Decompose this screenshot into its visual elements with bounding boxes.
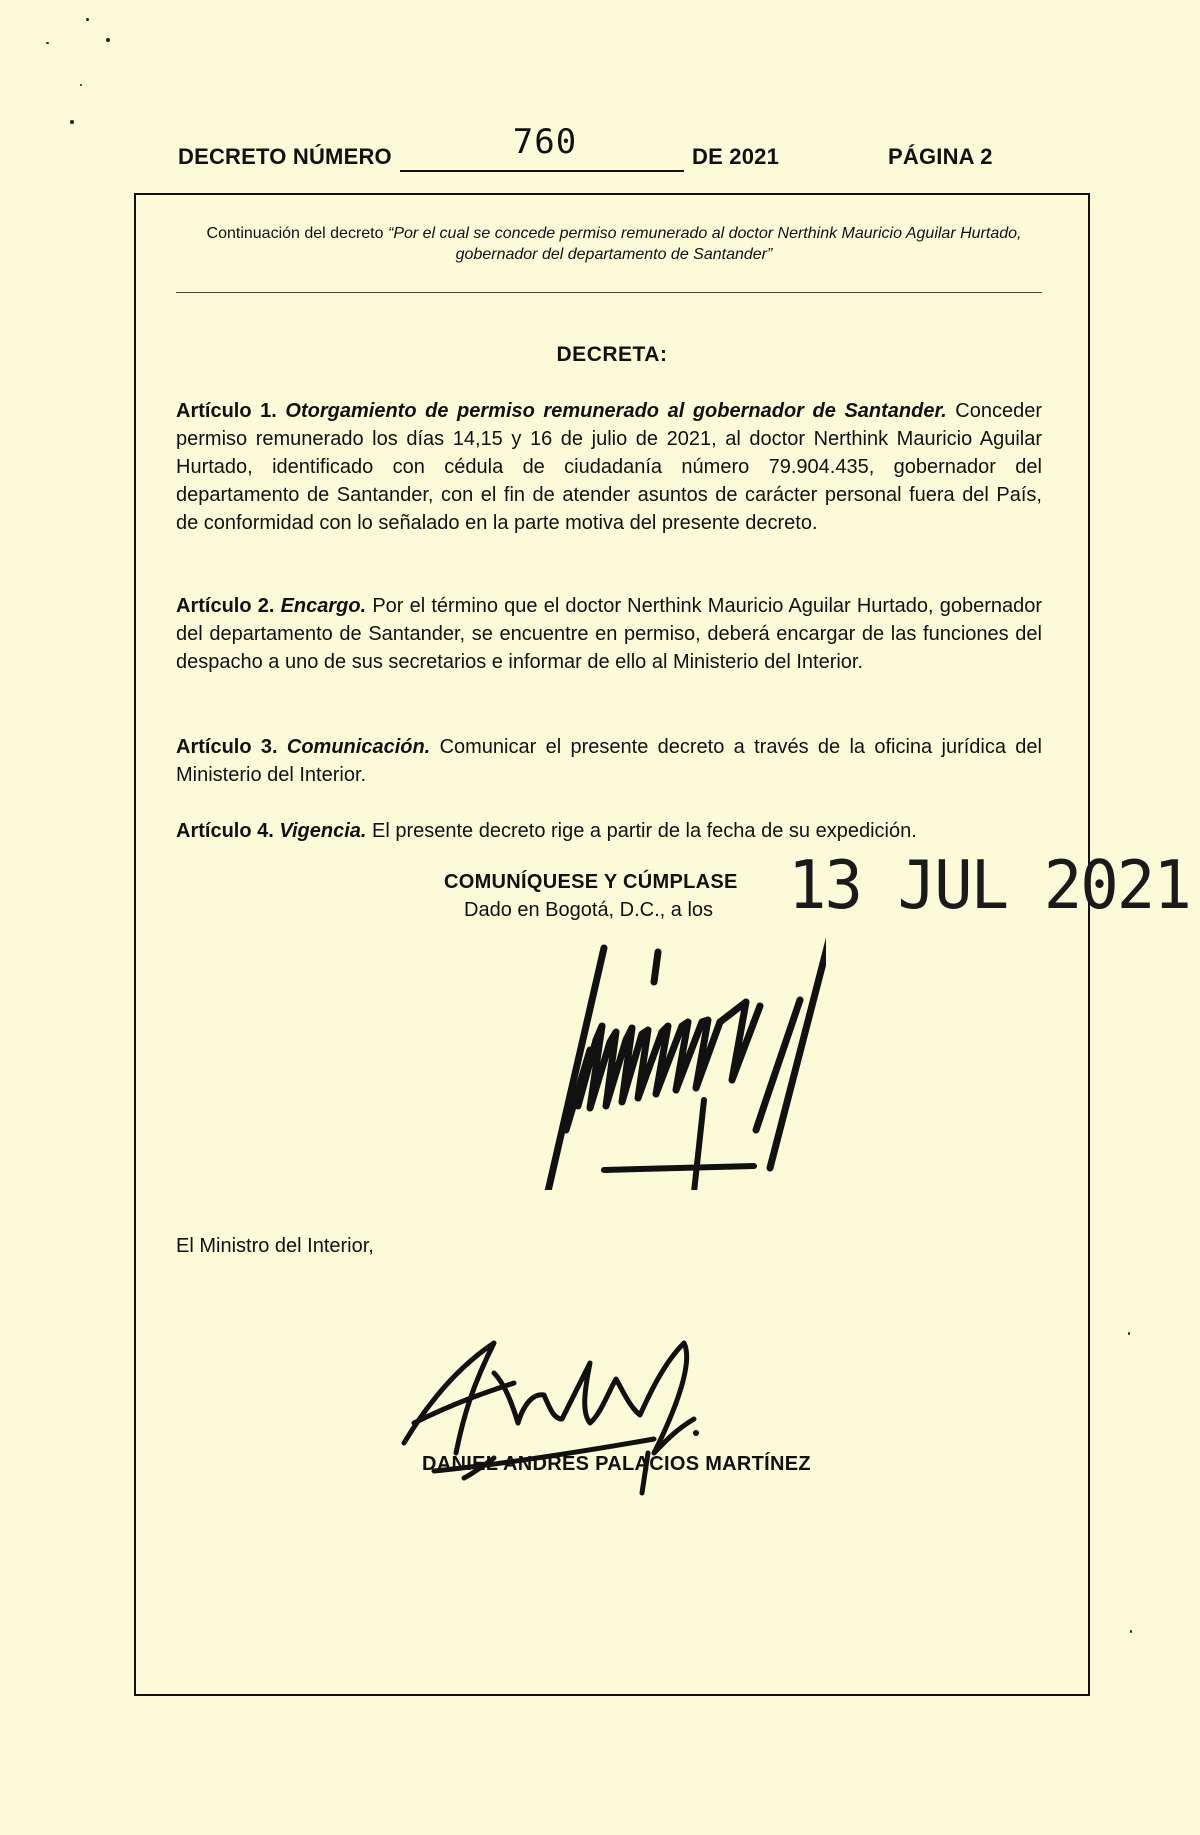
minister-signature (394, 1323, 714, 1503)
scan-speck (106, 38, 110, 42)
year-label: DE 2021 (692, 144, 780, 169)
article-title: Otorgamiento de permiso remunerado al gobernador de Santander. (285, 400, 947, 422)
document-frame (134, 193, 1190, 1696)
article-text: El presente decreto rige a partir de la fecha de su expedición. (372, 820, 917, 842)
article-1 (176, 397, 1042, 537)
article-number: Artículo 1. (176, 400, 277, 422)
decreto-label: DECRETO NÚMERO (178, 144, 392, 169)
article-2 (176, 592, 1042, 676)
comuniquese-label: COMUNÍQUESE Y CÚMPLASE (444, 871, 738, 893)
dado-en-label: Dado en Bogotá, D.C., a los (464, 899, 714, 921)
article-number: Artículo 2. (176, 595, 275, 617)
article-text: Comunicar el presente decreto a través de la oficina jurídica del Ministerio del Interior. (176, 736, 1042, 786)
scan-speck (80, 84, 82, 86)
minister-label: El Ministro del Interior, (176, 1235, 374, 1257)
continuation-prefix: Continuación del decreto (206, 225, 384, 242)
page-label: PÁGINA 2 (888, 144, 993, 169)
article-text: Por el término que el doctor Nerthink Mauricio Aguilar Hurtado, gobernador del departamento de Santander, se encuentre en permiso, deberá encargar de las funciones del despacho a uno de sus secretarios e informar de ello al Ministerio del Interior. (176, 595, 1043, 673)
number-underline (400, 170, 684, 172)
article-4 (176, 817, 1042, 845)
decree-number: 760 (512, 122, 578, 162)
scan-speck (86, 18, 89, 21)
date-stamp: 13 JUL 2021 (788, 847, 1190, 925)
scan-speck (70, 120, 74, 124)
scan-speck (1128, 1332, 1130, 1335)
continuation-note (194, 223, 1034, 265)
scan-speck (46, 42, 49, 44)
separator-line (176, 292, 1042, 293)
article-number: Artículo 3. (176, 736, 278, 758)
decreta-heading: DECRETA: (556, 343, 668, 366)
scan-speck (1130, 1630, 1132, 1633)
article-3 (176, 733, 1042, 789)
article-number: Artículo 4. (176, 820, 274, 842)
president-signature (506, 930, 826, 1190)
article-title: Comunicación. (286, 736, 431, 758)
decree-header (0, 122, 1200, 180)
article-title: Encargo. (280, 595, 367, 617)
article-text: Conceder permiso remunerado los días 14,15 y 16 de julio de 2021, al doctor Nerthink Mauricio Aguilar Hurtado, identificado con cédula de ciudadanía número 79.904.435, gobernador del departamento de Santander, con el fin de atender asuntos de carácter personal fuera del País, de conformidad con lo señalado en la parte motiva del presente decreto. (176, 400, 1043, 534)
signer-name: DANIEL ANDRÉS PALACIOS MARTÍNEZ (422, 1453, 811, 1475)
article-title: Vigencia. (279, 820, 367, 842)
continuation-title: “Por el cual se concede permiso remunerado al doctor Nerthink Mauricio Aguilar Hurtado, gobernador del departamento de Santander” (387, 225, 1022, 263)
